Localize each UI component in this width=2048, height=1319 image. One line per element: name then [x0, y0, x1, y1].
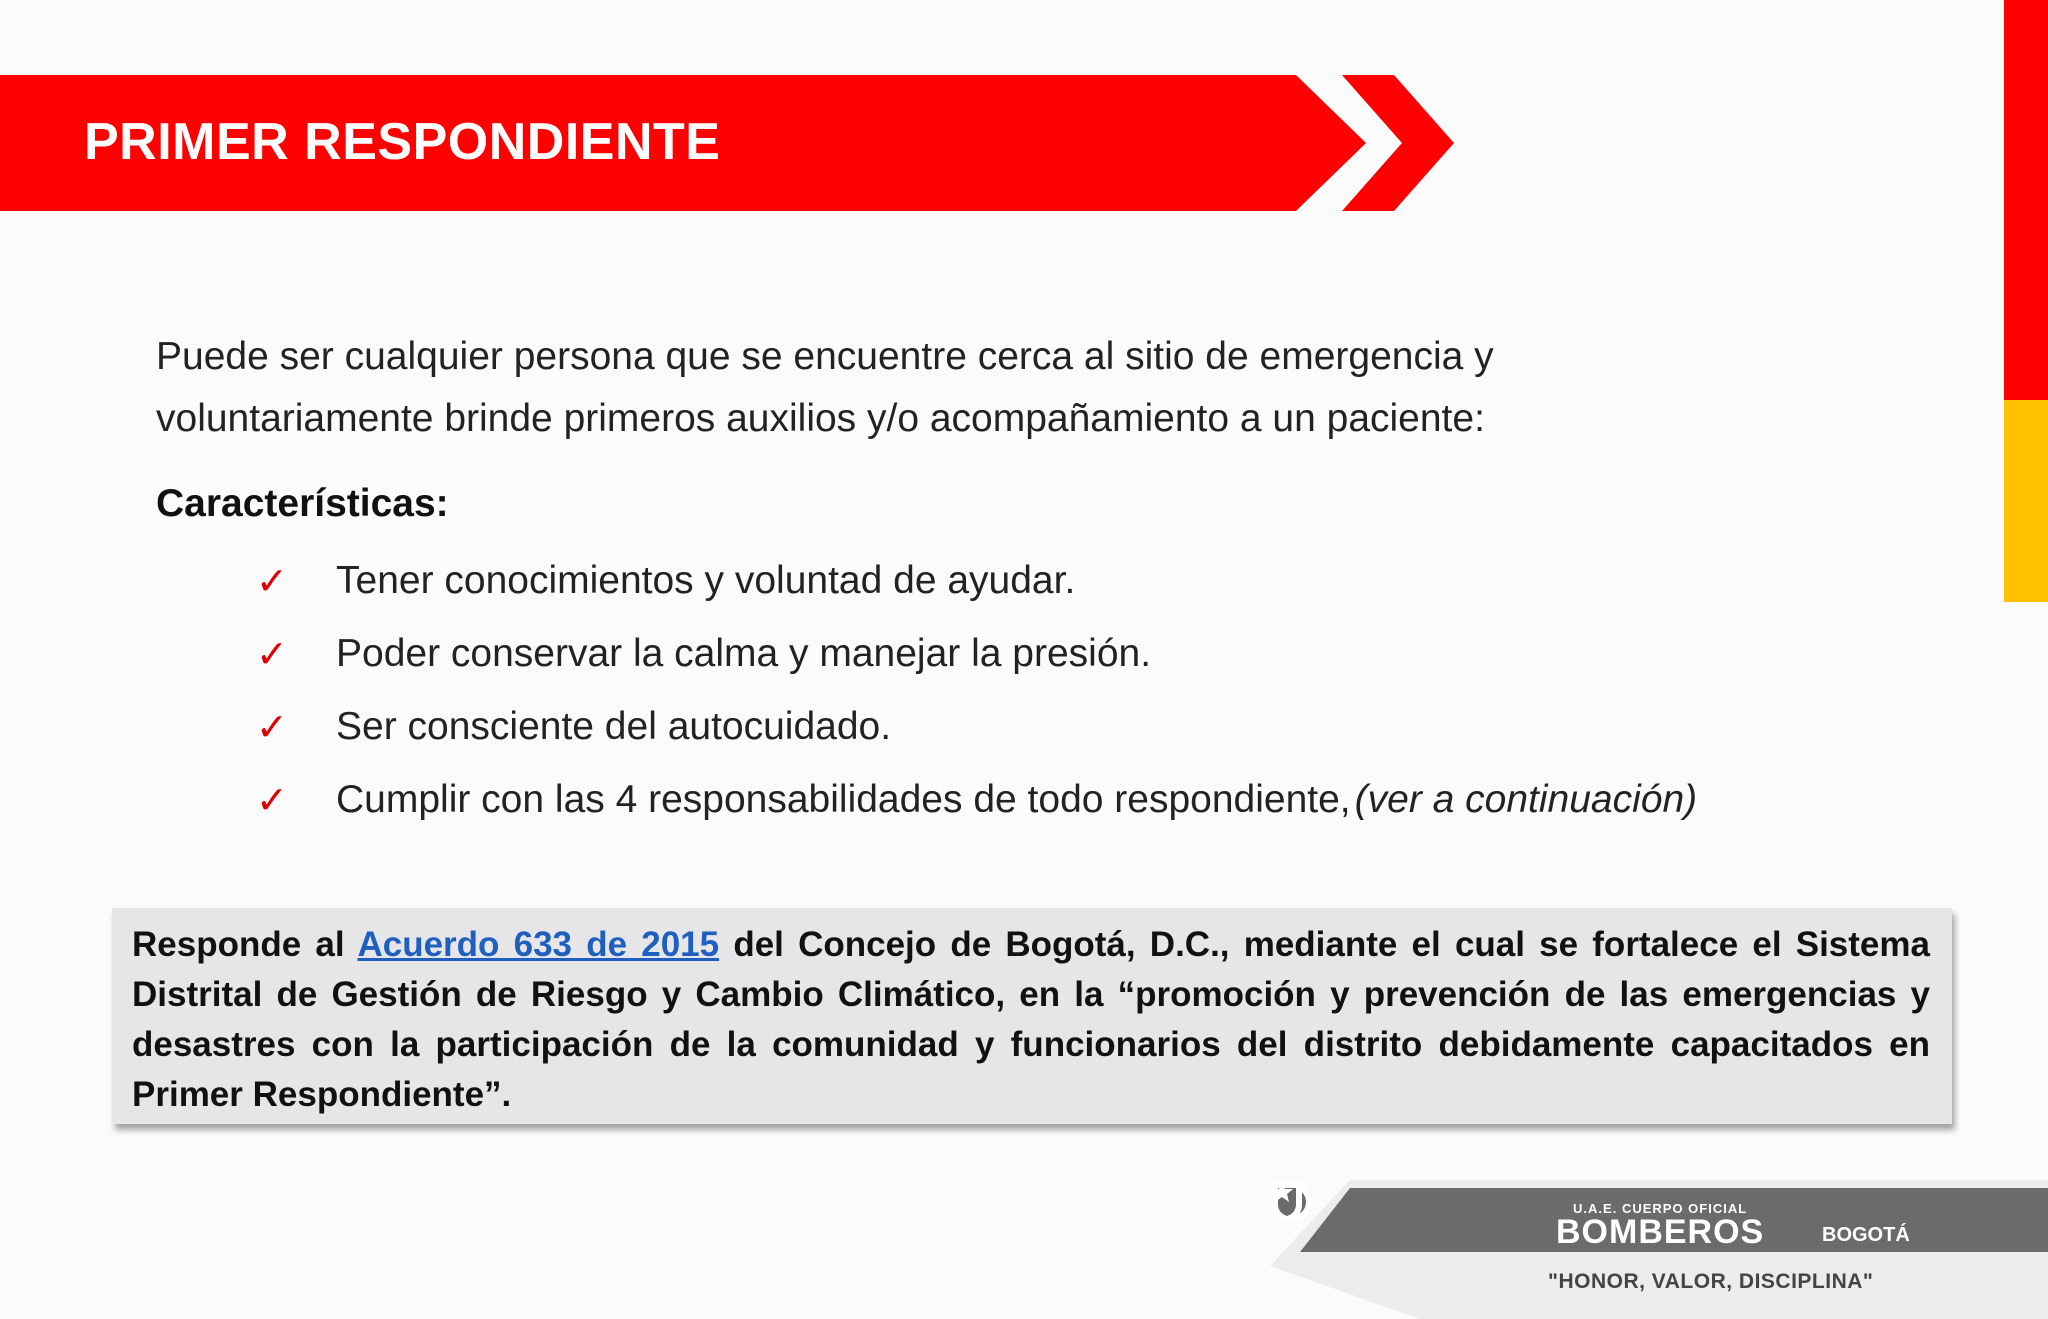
slide-title: PRIMER RESPONDIENTE	[84, 113, 721, 171]
star-icon	[1270, 1180, 1294, 1204]
feature-item	[256, 763, 1697, 836]
callout-box	[112, 908, 1952, 1124]
callout-prefix: Responde al	[132, 925, 345, 964]
footer-motto: "HONOR, VALOR, DISCIPLINA"	[1548, 1270, 1874, 1293]
checkmark-icon: ✓	[256, 631, 288, 676]
footer-org	[1556, 1202, 1764, 1249]
features-list	[256, 544, 1697, 836]
side-accent-yellow	[2004, 400, 2048, 602]
intro-text: Puede ser cualquier persona que se encuentre cerca al sitio de emergencia y voluntariamente brinde primeros auxilios y/o acompañamiento a un paciente:	[156, 335, 1494, 440]
feature-text: Ser consciente del autocuidado.	[336, 704, 892, 748]
feature-text: Tener conocimientos y voluntad de ayudar.	[336, 558, 1076, 602]
checkmark-icon: ✓	[256, 777, 288, 822]
feature-item	[256, 544, 1697, 617]
side-accent-red	[2004, 0, 2048, 400]
feature-note: (ver a continuación)	[1354, 777, 1698, 821]
checkmark-icon: ✓	[256, 558, 288, 603]
acuerdo-link[interactable]: Acuerdo 633 de 2015	[357, 925, 720, 964]
footer-org-top: U.A.E. CUERPO OFICIAL	[1573, 1201, 1748, 1216]
callout-suffix: del Concejo de Bogotá, D.C., mediante el cual se fortalece el Sistema Distrital de Gestión de Riesgo y Cambio Climático, en la “promoción y prevención de las emergencias y desastres con la participación de la comunidad y funcionarios del distrito debidamente capacitados en Primer Respondiente”.	[132, 925, 1930, 1114]
footer-org-name: BOMBEROS	[1556, 1213, 1765, 1251]
features-heading: Características:	[156, 482, 449, 525]
footer-logo-band	[1270, 1180, 2048, 1319]
feature-item	[256, 690, 1697, 763]
footer-city: BOGOTÁ	[1822, 1224, 1910, 1246]
feature-text: Poder conservar la calma y manejar la presión.	[336, 631, 1152, 675]
feature-text: Cumplir con las 4 responsabilidades de todo respondiente,	[336, 777, 1351, 821]
callout-text	[112, 908, 1952, 1120]
checkmark-icon: ✓	[256, 704, 288, 749]
feature-item	[256, 617, 1697, 690]
